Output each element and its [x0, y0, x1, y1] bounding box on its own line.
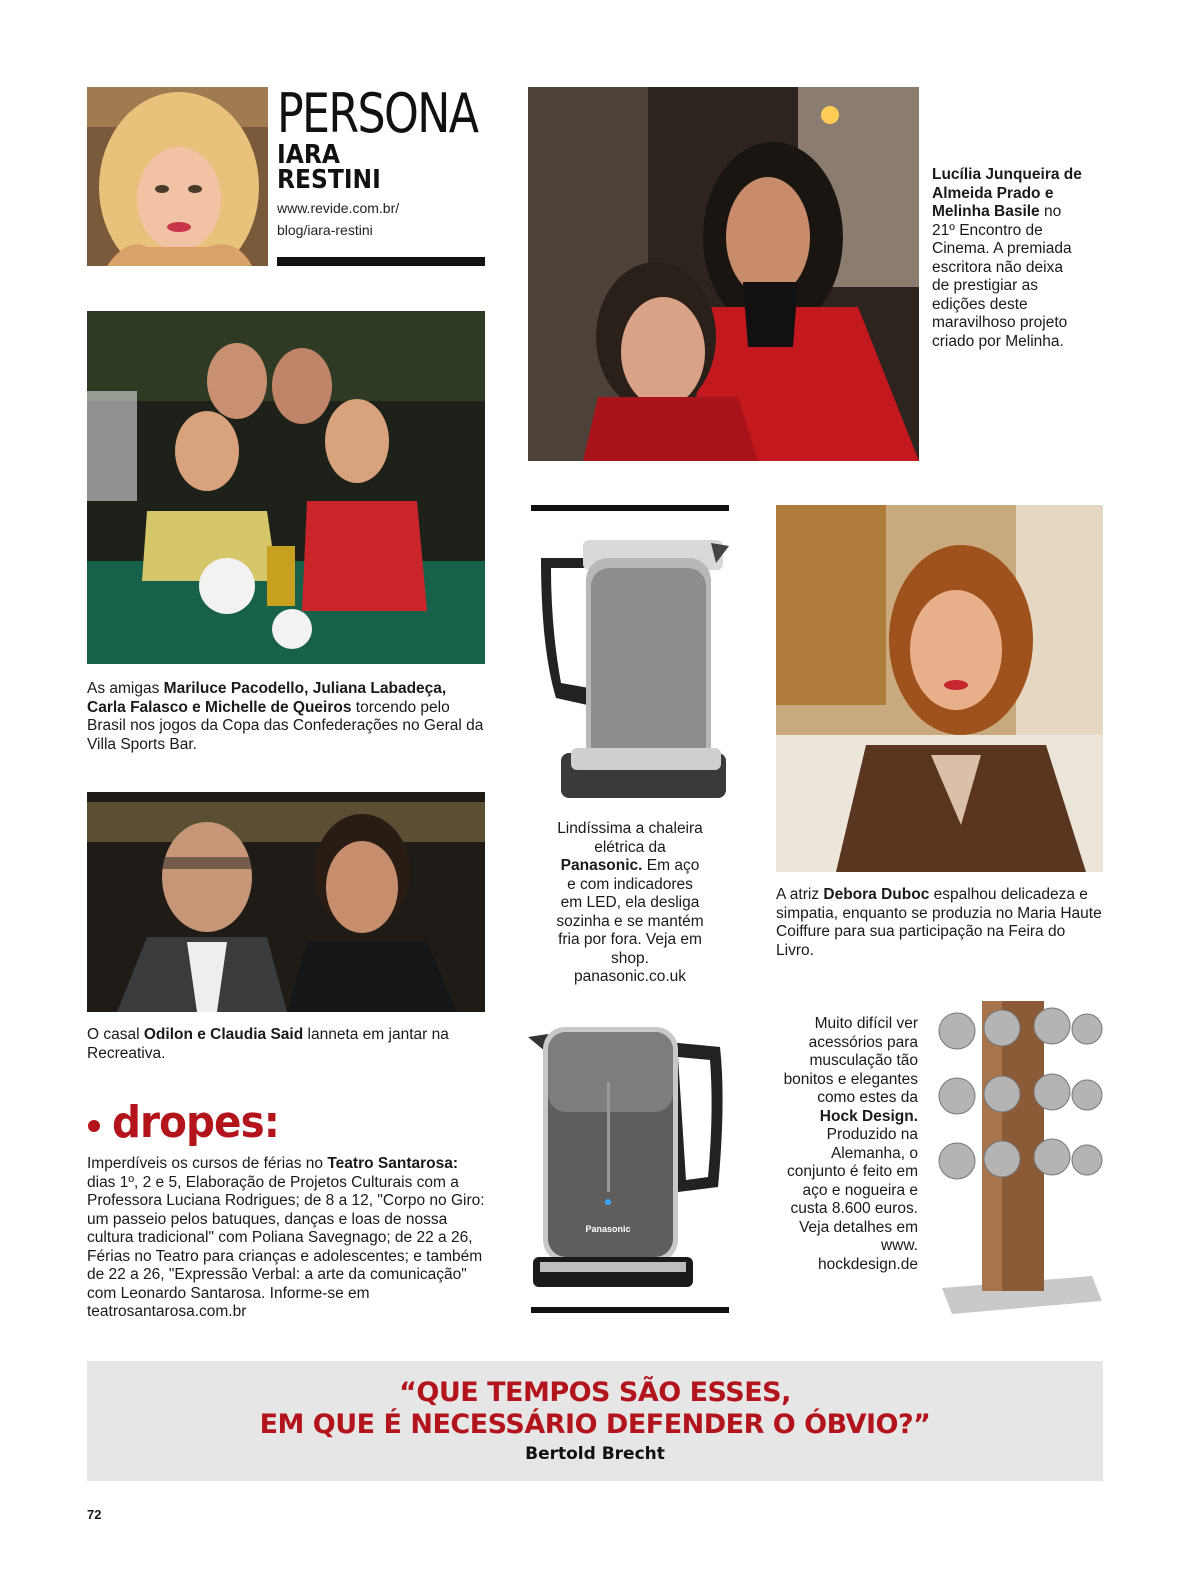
kettle-top-rule	[531, 505, 729, 511]
caption-amigas-post: torcendo pelo Brasil nos jogos da Copa das Confederações no Geral da Villa Sports Bar.	[87, 698, 484, 753]
caption-lucilia	[932, 166, 1082, 351]
caption-chaleira-post: Em aço e com indicadores em LED, ela desliga sozinha e se mantém fria por fora. Veja em shop. panasonic.co.uk	[556, 857, 704, 985]
caption-amigas-names: Mariluce Pacodello, Juliana Labadeça, Carla Falasco e Michelle de Queiros	[87, 680, 447, 716]
columnist-name-first: IARA	[277, 140, 340, 170]
caption-casal-post: lanneta em jantar na Recreativa.	[87, 1026, 449, 1062]
columnist-name-last: RESTINI	[277, 165, 381, 195]
caption-lucilia-names: Lucília Junqueira de Almeida Prado e Melinha Basile	[932, 166, 1082, 220]
caption-debora-name: Debora Duboc	[823, 886, 930, 903]
blog-url-line1[interactable]: www.revide.com.br/	[277, 200, 400, 216]
dropes-text-pre: Imperdíveis os cursos de férias no	[87, 1155, 328, 1172]
blog-url-line2[interactable]: blog/iara-restini	[277, 222, 373, 238]
caption-hock	[780, 1015, 918, 1274]
caption-amigas-pre: As amigas	[87, 680, 164, 697]
kettle-photo-1	[531, 528, 729, 806]
caption-debora-post: espalhou delicadeza e simpatia, enquanto se produzia no Maria Haute Coiffure para sua participação na Feira do Livro.	[776, 886, 1102, 959]
caption-casal	[87, 1026, 485, 1063]
photo-casal	[87, 792, 485, 1012]
caption-chaleira-brand: Panasonic.	[560, 857, 643, 874]
caption-debora	[776, 886, 1103, 960]
dropes-text-post: dias 1º, 2 e 5, Elaboração de Projetos Culturais com a Professora Luciana Rodrigues; de 8 a 12, "Corpo no Giro: um passeio pelos batuques, danças e loas de nossa cultura tradicional" com Poliana Savegnago; de 22 a 26, Férias no Teatro para crianças e adolescentes; e também de 22 a 26, "Expressão Verbal: a arte da comunicação" com Leonardo Santarosa. Informe-se em teatrosantarosa.com.br	[87, 1173, 485, 1320]
kettle-bottom-rule	[531, 1307, 729, 1313]
dropes-venue: Teatro Santarosa:	[327, 1155, 458, 1172]
photo-amigas	[87, 311, 485, 664]
photo-lucilia-melinha	[528, 87, 919, 461]
dropes-title: dropes:	[112, 1097, 280, 1148]
quote-author: Bertold Brecht	[525, 1444, 665, 1464]
dropes-bullet	[88, 1120, 100, 1132]
caption-chaleira	[555, 820, 705, 987]
quote-line1: “QUE TEMPOS SÃO ESSES,	[399, 1377, 791, 1408]
header-rule	[277, 257, 485, 266]
photo-debora	[776, 505, 1103, 872]
caption-amigas	[87, 680, 485, 754]
caption-debora-pre: A atriz	[776, 886, 824, 903]
dropes-text	[87, 1155, 487, 1322]
caption-lucilia-text: no 21º Encontro de Cinema. A premiada escritora não deixa de prestigiar as edições deste maravilhoso projeto criado por Melinha.	[932, 203, 1072, 350]
quote-line2: EM QUE É NECESSÁRIO DEFENDER O ÓBVIO?”	[259, 1409, 931, 1440]
caption-hock-post: Produzido na Alemanha, o conjunto é feito em aço e nogueira e custa 8.600 euros. Veja detalhes em www. hockdesign.de	[787, 1126, 918, 1273]
caption-chaleira-pre: Lindíssima a chaleira elétrica da	[557, 820, 703, 856]
caption-casal-names: Odilon e Claudia Said	[143, 1026, 304, 1043]
dumbbell-rack-photo	[932, 996, 1104, 1318]
caption-hock-pre: Muito difícil ver acessórios para musculação tão bonitos e elegantes como estes da	[783, 1015, 918, 1106]
kettle-brand-logo: Panasonic	[585, 1224, 631, 1234]
kettle-photo-2	[528, 1022, 728, 1292]
columnist-portrait	[87, 87, 268, 266]
caption-hock-brand: Hock Design.	[819, 1107, 918, 1125]
caption-casal-pre: O casal	[87, 1026, 144, 1043]
section-title: PERSONA	[277, 82, 478, 145]
page-number: 72	[87, 1507, 102, 1522]
